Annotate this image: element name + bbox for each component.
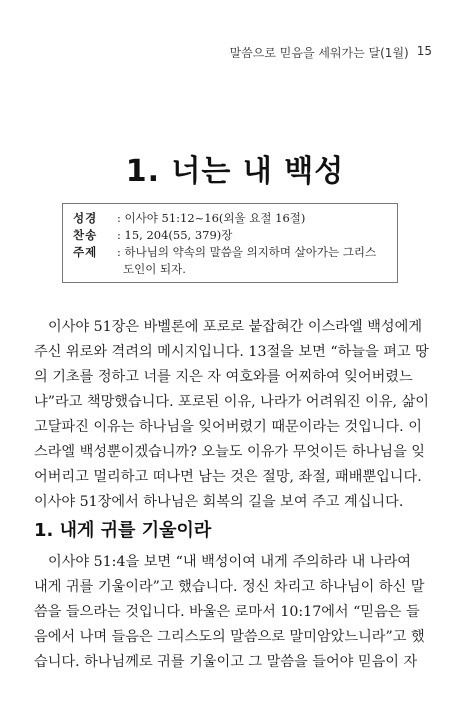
paragraph-line: 음에서 나며 들음은 그리스도의 말씀으로 말미암았느니라”고 했 xyxy=(34,629,425,645)
theme-label: 주제 xyxy=(73,245,98,259)
running-header xyxy=(230,44,432,61)
info-box xyxy=(62,203,398,283)
paragraph-line: 이사야 51장은 바벨론에 포로로 붙잡혀간 이스라엘 백성에게 xyxy=(48,319,423,335)
paragraph-line: 냐”라고 책망했습니다. 포로된 이유, 나라가 어려워진 이유, 삶이 xyxy=(34,394,429,410)
paragraph-line: 주신 위로와 격려의 메시지입니다. 13절을 보면 “하늘을 펴고 땅 xyxy=(34,344,429,360)
scripture-row xyxy=(73,210,387,227)
theme-row xyxy=(73,244,387,261)
chapter-title: 1. 너는 내 백성 xyxy=(125,154,345,189)
scripture-value: : 이사야 51:12~16(외울 요절 16절) xyxy=(117,211,306,225)
theme-value-line2: 도인이 되자. xyxy=(123,262,186,276)
paragraph-line: 내게 귀를 기울이라”고 했습니다. 정신 차리고 하나님이 하신 말 xyxy=(34,579,425,595)
page-number: 15 xyxy=(416,44,432,58)
hymn-label: 찬송 xyxy=(73,228,98,242)
paragraph-line: 의 기초를 정하고 너를 지은 자 여호와를 어찌하여 잊어버렸느 xyxy=(34,369,413,385)
paragraph-line: 고달파진 이유는 하나님을 잊어버렸기 때문이라는 것입니다. 이 xyxy=(34,419,422,435)
section-heading: 1. 내게 귀를 기울이라 xyxy=(34,520,212,541)
intro-paragraph xyxy=(34,315,436,515)
paragraph-line: 씀을 들으라는 것입니다. 바울은 로마서 10:17에서 “믿음은 들 xyxy=(34,604,420,620)
scripture-label: 성경 xyxy=(73,211,98,225)
paragraph-line: 이사야 51장에서 하나님은 회복의 길을 보여 주고 계십니다. xyxy=(34,494,404,510)
hymn-value: : 15, 204(55, 379)장 xyxy=(117,228,233,242)
hymn-row xyxy=(73,227,387,244)
running-title: 말씀으로 믿음을 세워가는 달(1월) xyxy=(229,46,409,60)
paragraph-line: 어버리고 멀리하고 떠나면 남는 것은 절망, 좌절, 패배뿐입니다. xyxy=(34,469,422,485)
section-paragraph xyxy=(34,550,436,675)
paragraph-line: 이사야 51:4을 보면 “내 백성이여 내게 주의하라 내 나라여 xyxy=(48,554,412,570)
theme-value-line1: : 하나님의 약속의 말씀을 의지하며 살아가는 그리스 xyxy=(117,245,377,259)
paragraph-line: 습니다. 하나님께로 귀를 기울이고 그 말씀을 들어야 믿음이 자 xyxy=(34,654,418,670)
paragraph-line: 스라엘 백성뿐이겠습니까? 오늘도 이유가 무엇이든 하나님을 잊 xyxy=(34,444,426,460)
